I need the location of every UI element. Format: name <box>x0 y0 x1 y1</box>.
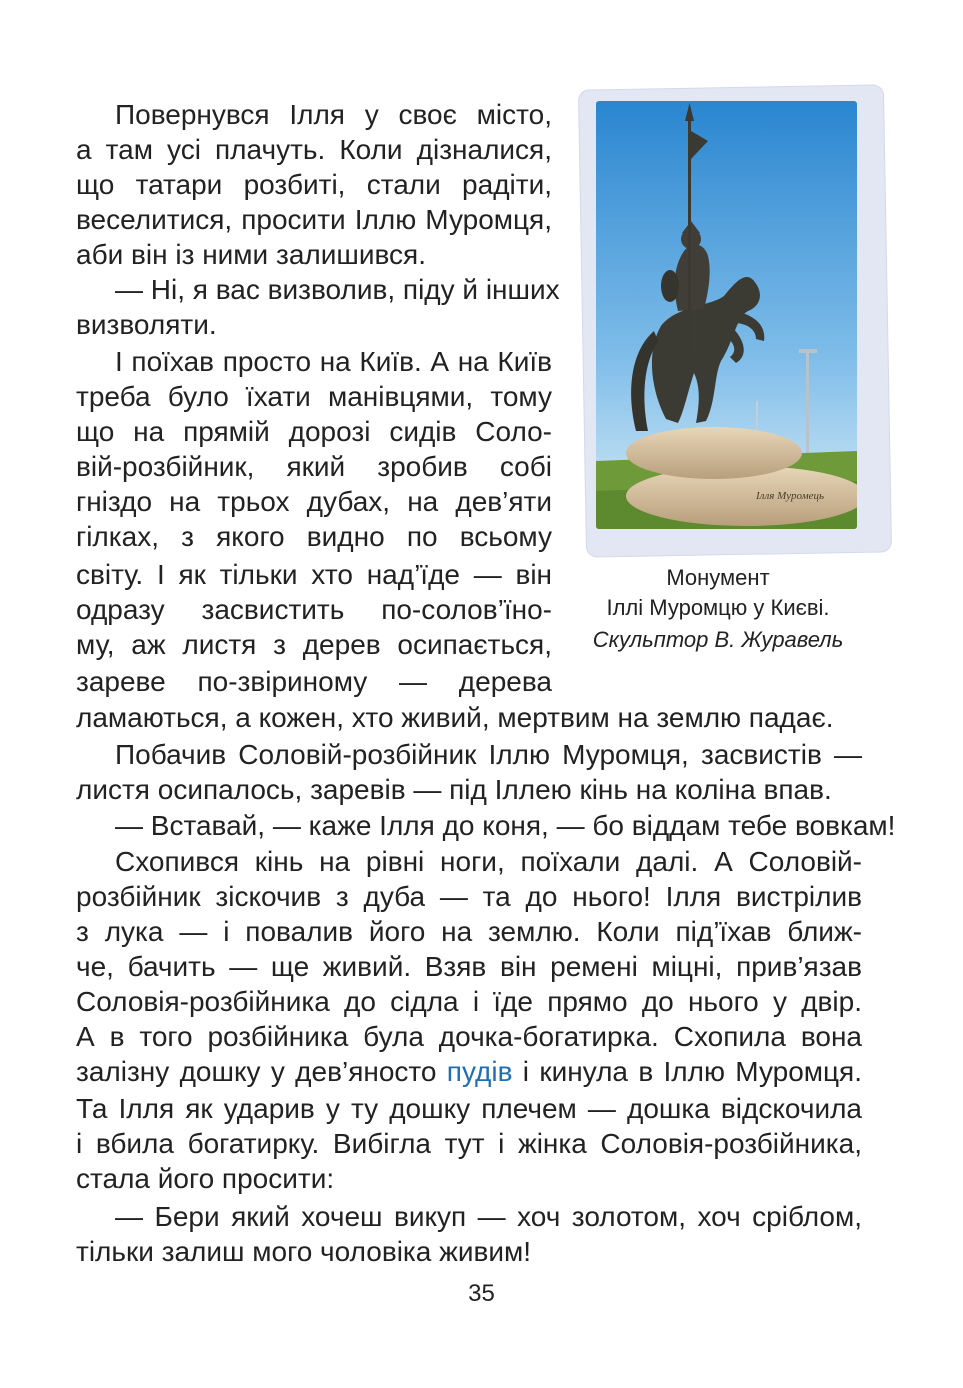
text-line: стала його просити: <box>76 1163 335 1194</box>
caption-sculptor: Скульптор В. Журавель <box>592 627 844 652</box>
text-line: а там усі плачуть. Коли дізналися, <box>76 134 552 165</box>
text-line: Схопився кінь на рівні ноги, поїхали далі. А Соловій- <box>115 846 862 877</box>
text-line: вій-розбійник, який зробив собі <box>76 451 552 482</box>
monument-illustration <box>596 101 857 529</box>
caption-title: Монумент <box>666 565 770 590</box>
text-segment: і кинула в Іллю Муромця. <box>512 1056 862 1087</box>
monument-photo <box>596 101 857 529</box>
text-line: що на прямій дорозі сидів Соло- <box>76 416 552 447</box>
text-segment: залізну дошку у дев’яносто <box>76 1056 447 1087</box>
text-line: ламаються, а кожен, хто живий, мертвим на землю падає. <box>76 702 834 733</box>
text-line: Побачив Соловій-розбійник Іллю Муромця, засвистів — <box>115 739 862 770</box>
text-line: аби він із ними залишився. <box>76 239 426 270</box>
caption-location: Іллі Муромцю у Києві. <box>606 595 830 620</box>
text-line: че, бачить — ще живий. Взяв він ремені міцні, прив’язав <box>76 951 862 982</box>
text-line: з лука — і повалив його на землю. Коли під’їхав ближ- <box>76 916 862 947</box>
text-line: А в того розбійника була дочка-богатирка. Схопила вона <box>76 1021 862 1052</box>
glossary-link-pudiv[interactable]: пудів <box>446 1056 513 1087</box>
text-line: листя осипалось, заревів — під Іллею кінь на коліна впав. <box>76 774 832 805</box>
text-line: зареве по-звіриному — дерева <box>76 666 552 697</box>
text-line: і вбила богатирку. Вибігла тут і жінка Соловія-розбійника, <box>76 1128 862 1159</box>
text-line: тільки залиш мого чоловіка живим! <box>76 1236 532 1267</box>
stone-inscription: Ілля Муромець <box>756 490 825 502</box>
page-number: 35 <box>468 1280 495 1307</box>
text-line: гніздо на трьох дубах, на дев’яти <box>76 486 552 517</box>
text-line: Повернувся Ілля у своє місто, <box>115 99 552 130</box>
text-line: розбійник зіскочив з дуба — та до нього! Ілля вистрілив <box>76 881 862 912</box>
text-line: визволяти. <box>76 309 217 340</box>
text-line: що татари розбиті, стали радіти, <box>76 169 552 200</box>
text-line-with-link <box>76 1054 862 1089</box>
text-line: веселитися, просити Іллю Муромця, <box>76 204 552 235</box>
text-line: Та Ілля як ударив у ту дошку плечем — дошка відскочила <box>76 1093 862 1124</box>
text-line: одразу засвистить по-солов’їно- <box>76 594 552 625</box>
text-line: гілках, з якого видно по всьому <box>76 521 552 552</box>
text-line: треба було їхати манівцями, тому <box>76 381 552 412</box>
text-line: І поїхав просто на Київ. А на Київ <box>115 346 552 377</box>
text-line: му, аж листя з дерев осипається, <box>76 629 552 660</box>
text-line: — Бери який хочеш викуп — хоч золотом, хоч сріблом, <box>115 1201 862 1232</box>
text-line: — Ні, я вас визволив, піду й інших <box>115 274 560 305</box>
text-line: Соловія-розбійника до сідла і їде прямо до нього у двір. <box>76 986 862 1017</box>
text-line: світу. І як тільки хто над’їде — він <box>76 559 552 590</box>
text-line: — Вставай, — каже Ілля до коня, — бо віддам тебе вовкам! <box>115 810 896 841</box>
